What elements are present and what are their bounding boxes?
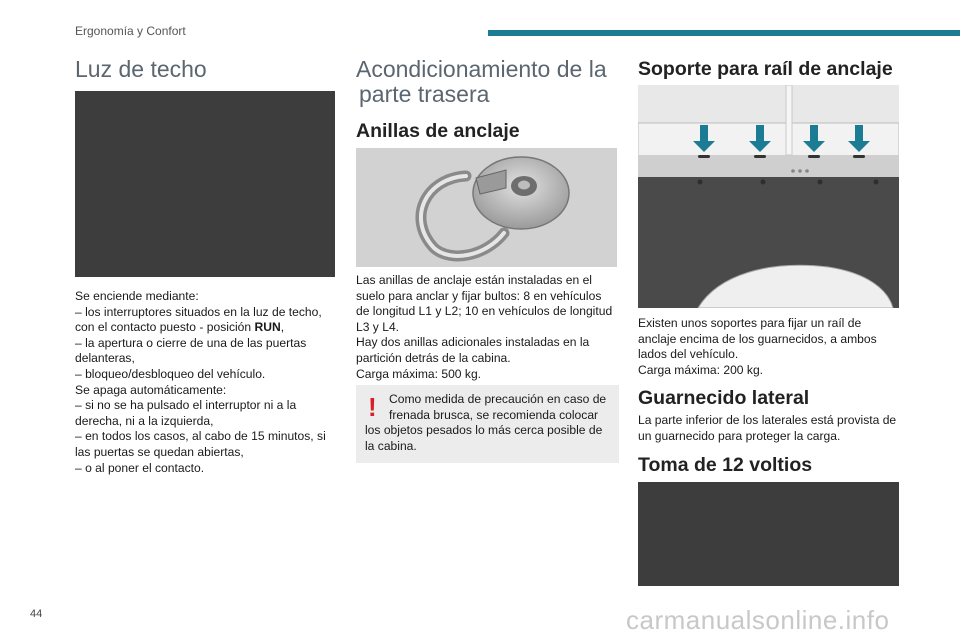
title-acondicionamiento: [356, 57, 607, 107]
text-line: derecha, ni a la izquierda,: [75, 413, 214, 428]
warning-icon: !: [368, 392, 377, 422]
text-line: Existen unos soportes para fijar un raíl de: [638, 316, 862, 330]
page-number: 44: [30, 608, 43, 620]
title-toma-12v: Toma de 12 voltios: [638, 454, 813, 476]
warning-text: [365, 423, 617, 454]
soporte-text: [638, 316, 908, 378]
section-label: Ergonomía y Confort: [75, 24, 186, 38]
text-line: con el contacto puesto - posición RUN,: [75, 320, 285, 335]
anillas-text: [356, 273, 621, 382]
text-line: – la apertura o cierre de una de las puertas: [75, 335, 307, 350]
title-line: parte trasera: [359, 81, 490, 107]
text-line: La parte inferior de los laterales está provista de: [638, 413, 897, 427]
text-line: la cabina.: [365, 438, 417, 453]
text-line: los objetos pesados lo más cerca posible de: [365, 423, 603, 437]
run-position: RUN: [254, 320, 281, 335]
text-line: Se apaga automáticamente:: [75, 382, 227, 397]
text-line: de longitud L1 y L2; 10 en vehículos de longitud: [356, 304, 613, 319]
text-line: – bloqueo/desbloqueo del vehículo.: [75, 366, 266, 381]
title-luz-de-techo: Luz de techo: [75, 56, 207, 82]
text-line: – los interruptores situados en la luz de techo,: [75, 304, 322, 319]
luz-de-techo-text: [75, 289, 345, 476]
text-line: Hay dos anillas adicionales instaladas en la: [356, 335, 590, 350]
rail-support-illustration: [638, 85, 899, 308]
text-line: un guarnecido para proteger la carga.: [638, 428, 841, 443]
text-line: Como medida de precaución en caso de: [389, 392, 607, 406]
title-soporte-rail: Soporte para raíl de anclaje: [638, 58, 893, 80]
text-line: Se enciende mediante:: [75, 289, 199, 303]
watermark: carmanualsonline.info: [626, 605, 890, 635]
dome-light-image: [75, 91, 335, 277]
text-line: – si no se ha pulsado el interruptor ni a la: [75, 398, 297, 413]
text-line: delanteras,: [75, 351, 135, 366]
text-line: Carga máxima: 500 kg.: [356, 366, 482, 381]
guarnecido-text: [638, 413, 913, 444]
rail-support-image: [638, 85, 899, 308]
text-line: Carga máxima: 200 kg.: [638, 362, 764, 377]
header-accent-bar: [488, 30, 960, 36]
title-anillas-de-anclaje: Anillas de anclaje: [356, 120, 520, 142]
anchor-ring-image: [356, 148, 617, 267]
text-line: Las anillas de anclaje están instaladas en el: [356, 273, 592, 287]
socket-12v-image: [638, 482, 899, 586]
text-line: frenada brusca, se recomienda colocar: [389, 407, 599, 422]
text-line: suelo para anclar y fijar bultos: 8 en vehículos: [356, 288, 602, 303]
text-line: – en todos los casos, al cabo de 15 minutos, si: [75, 429, 326, 444]
warning-box: [356, 385, 619, 463]
anchor-ring-illustration: [356, 148, 617, 267]
text-line: las puertas se quedan abiertas,: [75, 444, 244, 459]
title-guarnecido-lateral: Guarnecido lateral: [638, 387, 810, 409]
text-line: – o al poner el contacto.: [75, 460, 205, 475]
title-line: Acondicionamiento de la: [356, 56, 607, 82]
text-line: lados del vehículo.: [638, 347, 739, 362]
text-line: anclaje encima de los guarnecidos, a ambos: [638, 331, 877, 346]
text-line: L3 y L4.: [356, 319, 400, 334]
text-line: partición detrás de la cabina.: [356, 350, 511, 365]
warning-text-indent: [389, 392, 617, 423]
